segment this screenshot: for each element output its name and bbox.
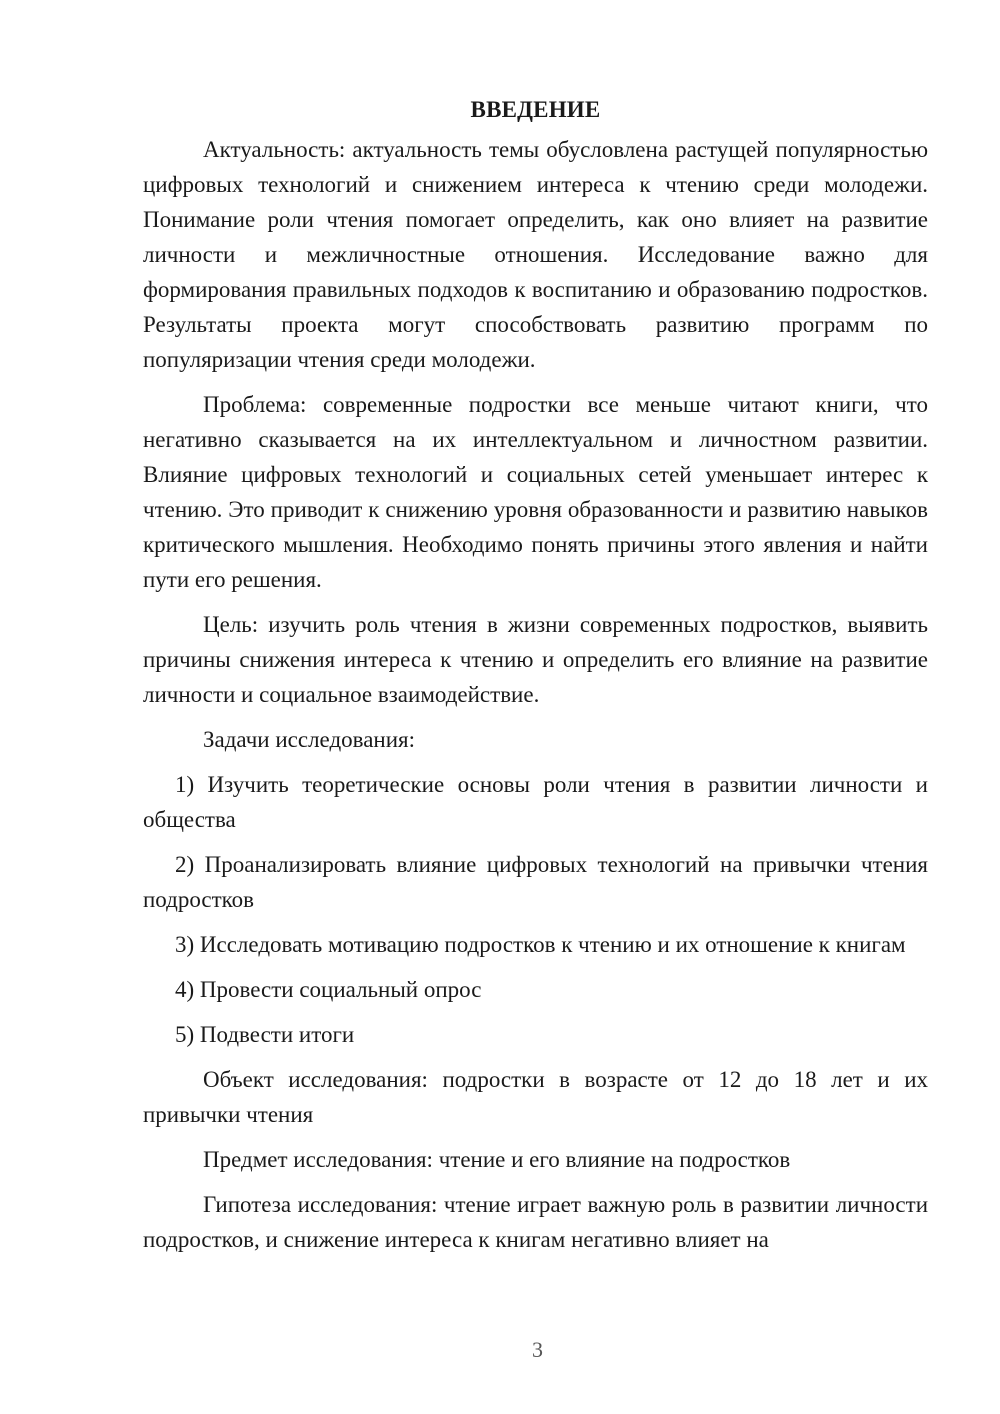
hypothesis-paragraph: Гипотеза исследования: чтение играет важную роль в развитии личности подростков, и снижение интереса к книгам негативно влияет на [143, 1192, 928, 1252]
goal-paragraph: Цель: изучить роль чтения в жизни современных подростков, выявить причины снижения интереса к чтению и определить его влияние на развитие личности и социальное взаимодействие. [143, 612, 928, 707]
task-item-3: 3) Исследовать мотивацию подростков к чтению и их отношение к книгам [175, 932, 906, 957]
relevance-paragraph: Актуальность: актуальность темы обусловлена растущей популярностью цифровых технологий и снижением интереса к чтению среди молодежи. Понимание роли чтения помогает определить, как оно влияет на развитие личности и межличностные отношения. Исследование важно для формирования правильных подходов к воспитанию и образованию подростков. Результаты проекта могут способствовать развитию программ по популяризации чтения среди молодежи. [143, 137, 928, 372]
page-number: 3 [532, 1337, 543, 1362]
task-item-5: 5) Подвести итоги [175, 1022, 355, 1047]
subject-paragraph: Предмет исследования: чтение и его влияние на подростков [203, 1147, 791, 1172]
tasks-title: Задачи исследования: [203, 727, 416, 752]
problem-paragraph: Проблема: современные подростки все меньше читают книги, что негативно сказывается на их интеллектуальном и личностном развитии. Влияние цифровых технологий и социальных сетей уменьшает интерес к чтению. Это приводит к снижению уровня образованности и развитию навыков критического мышления. Необходимо понять причины этого явления и найти пути его решения. [143, 392, 928, 592]
task-item-1: 1) Изучить теоретические основы роли чтения в развитии личности и общества [143, 772, 928, 832]
object-paragraph: Объект исследования: подростки в возрасте от 12 до 18 лет и их привычки чтения [143, 1067, 928, 1127]
section-heading: ВВЕДЕНИЕ [470, 97, 601, 122]
page-content [143, 92, 928, 1257]
task-item-2: 2) Проанализировать влияние цифровых технологий на привычки чтения подростков [143, 852, 928, 912]
task-item-4: 4) Провести социальный опрос [175, 977, 482, 1002]
